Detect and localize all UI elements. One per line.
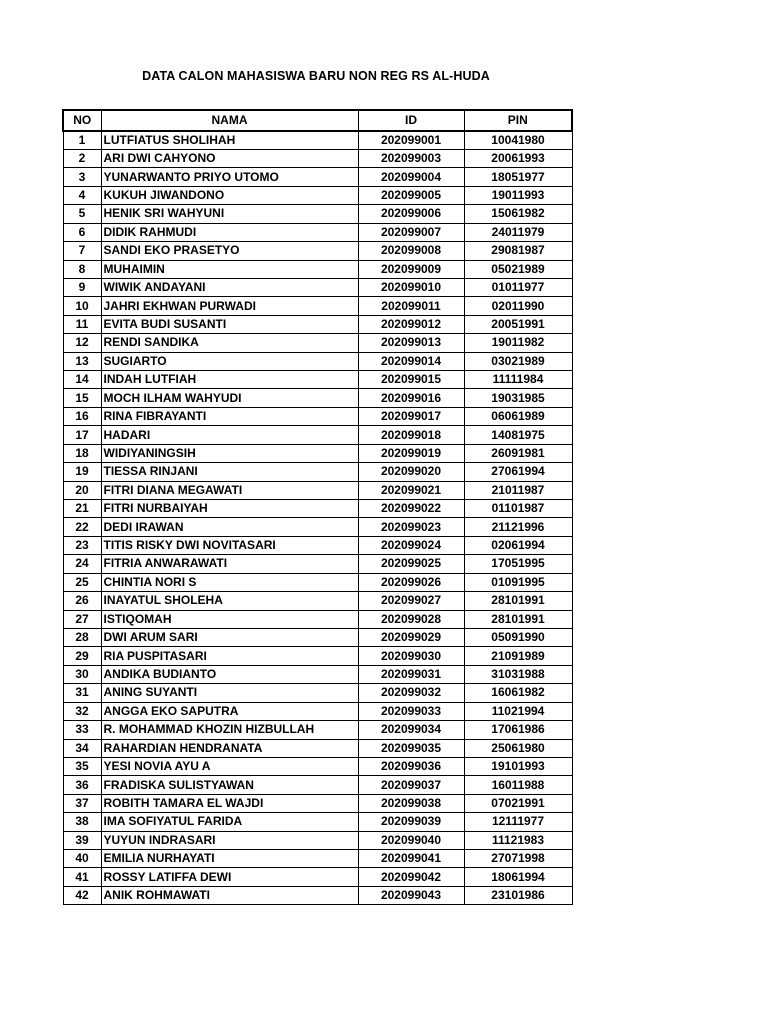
row-pin: 02011990 — [464, 297, 572, 315]
table-row — [63, 500, 572, 518]
row-no: 5 — [63, 205, 101, 223]
row-pin: 05021989 — [464, 260, 572, 278]
table-row — [63, 886, 572, 904]
row-nama: JAHRI EKHWAN PURWADI — [101, 297, 358, 315]
table-row — [63, 407, 572, 425]
row-nama: ANGGA EKO SAPUTRA — [101, 702, 358, 720]
row-pin: 17061986 — [464, 721, 572, 739]
row-nama: YUYUN INDRASARI — [101, 831, 358, 849]
table-row — [63, 757, 572, 775]
table-row — [63, 868, 572, 886]
row-nama: DEDI IRAWAN — [101, 518, 358, 536]
row-nama: ISTIQOMAH — [101, 610, 358, 628]
table-row — [63, 444, 572, 462]
row-nama: DWI ARUM SARI — [101, 628, 358, 646]
header-id: ID — [358, 110, 464, 131]
row-id: 202099008 — [358, 242, 464, 260]
row-no: 7 — [63, 242, 101, 260]
table-row — [63, 555, 572, 573]
row-pin: 23101986 — [464, 886, 572, 904]
row-nama: RAHARDIAN HENDRANATA — [101, 739, 358, 757]
row-pin: 11121983 — [464, 831, 572, 849]
row-pin: 19031985 — [464, 389, 572, 407]
row-id: 202099026 — [358, 573, 464, 591]
table-row — [63, 389, 572, 407]
row-nama: FRADISKA SULISTYAWAN — [101, 776, 358, 794]
row-id: 202099027 — [358, 592, 464, 610]
row-pin: 28101991 — [464, 592, 572, 610]
row-id: 202099031 — [358, 665, 464, 683]
row-id: 202099020 — [358, 463, 464, 481]
row-id: 202099015 — [358, 371, 464, 389]
row-id: 202099038 — [358, 794, 464, 812]
row-pin: 20051991 — [464, 315, 572, 333]
row-pin: 03021989 — [464, 352, 572, 370]
row-pin: 11111984 — [464, 371, 572, 389]
row-pin: 11021994 — [464, 702, 572, 720]
row-pin: 16061982 — [464, 684, 572, 702]
row-pin: 27071998 — [464, 850, 572, 868]
table-row — [63, 315, 572, 333]
row-nama: ANING SUYANTI — [101, 684, 358, 702]
table-row — [63, 518, 572, 536]
row-pin: 05091990 — [464, 628, 572, 646]
row-no: 16 — [63, 407, 101, 425]
table-row — [63, 628, 572, 646]
row-id: 202099004 — [358, 168, 464, 186]
row-no: 4 — [63, 186, 101, 204]
table-row — [63, 131, 572, 150]
row-id: 202099019 — [358, 444, 464, 462]
row-nama: ANDIKA BUDIANTO — [101, 665, 358, 683]
table-row — [63, 536, 572, 554]
row-pin: 10041980 — [464, 131, 572, 150]
row-no: 34 — [63, 739, 101, 757]
row-nama: YESI NOVIA AYU A — [101, 757, 358, 775]
table-row — [63, 684, 572, 702]
header-nama: NAMA — [101, 110, 358, 131]
table-row — [63, 610, 572, 628]
row-nama: FITRI NURBAIYAH — [101, 500, 358, 518]
row-pin: 01091995 — [464, 573, 572, 591]
row-pin: 21011987 — [464, 481, 572, 499]
row-no: 29 — [63, 647, 101, 665]
row-nama: FITRI DIANA MEGAWATI — [101, 481, 358, 499]
page-title: DATA CALON MAHASISWA BARU NON REG RS AL-HUDA — [142, 69, 490, 83]
row-nama: TIESSA RINJANI — [101, 463, 358, 481]
header-no: NO — [63, 110, 101, 131]
table-row — [63, 260, 572, 278]
table-row — [63, 371, 572, 389]
row-no: 30 — [63, 665, 101, 683]
row-nama: SUGIARTO — [101, 352, 358, 370]
row-no: 31 — [63, 684, 101, 702]
row-id: 202099021 — [358, 481, 464, 499]
table-row — [63, 647, 572, 665]
student-table — [62, 109, 573, 905]
row-nama: MOCH ILHAM WAHYUDI — [101, 389, 358, 407]
row-id: 202099034 — [358, 721, 464, 739]
row-nama: RINA FIBRAYANTI — [101, 407, 358, 425]
table-row — [63, 278, 572, 296]
row-no: 35 — [63, 757, 101, 775]
row-pin: 28101991 — [464, 610, 572, 628]
table-row — [63, 334, 572, 352]
table-row — [63, 573, 572, 591]
table-body — [63, 131, 572, 905]
row-pin: 24011979 — [464, 223, 572, 241]
row-no: 38 — [63, 813, 101, 831]
row-no: 40 — [63, 850, 101, 868]
row-id: 202099032 — [358, 684, 464, 702]
table-row — [63, 721, 572, 739]
row-no: 18 — [63, 444, 101, 462]
row-pin: 27061994 — [464, 463, 572, 481]
row-id: 202099006 — [358, 205, 464, 223]
row-nama: YUNARWANTO PRIYO UTOMO — [101, 168, 358, 186]
row-no: 2 — [63, 150, 101, 168]
table-row — [63, 831, 572, 849]
table-row — [63, 776, 572, 794]
table-row — [63, 665, 572, 683]
row-nama: HADARI — [101, 426, 358, 444]
row-pin: 17051995 — [464, 555, 572, 573]
row-id: 202099018 — [358, 426, 464, 444]
row-nama: DIDIK RAHMUDI — [101, 223, 358, 241]
row-nama: IMA SOFIYATUL FARIDA — [101, 813, 358, 831]
row-pin: 19011982 — [464, 334, 572, 352]
row-nama: WIWIK ANDAYANI — [101, 278, 358, 296]
row-id: 202099011 — [358, 297, 464, 315]
row-no: 15 — [63, 389, 101, 407]
row-no: 23 — [63, 536, 101, 554]
row-pin: 01101987 — [464, 500, 572, 518]
row-pin: 15061982 — [464, 205, 572, 223]
row-id: 202099016 — [358, 389, 464, 407]
row-id: 202099012 — [358, 315, 464, 333]
table-row — [63, 813, 572, 831]
row-pin: 07021991 — [464, 794, 572, 812]
row-id: 202099043 — [358, 886, 464, 904]
row-id: 202099009 — [358, 260, 464, 278]
row-nama: MUHAIMIN — [101, 260, 358, 278]
row-id: 202099028 — [358, 610, 464, 628]
row-nama: WIDIYANINGSIH — [101, 444, 358, 462]
row-id: 202099041 — [358, 850, 464, 868]
row-nama: RIA PUSPITASARI — [101, 647, 358, 665]
table-row — [63, 242, 572, 260]
row-pin: 18051977 — [464, 168, 572, 186]
row-nama: KUKUH JIWANDONO — [101, 186, 358, 204]
table-row — [63, 463, 572, 481]
table-row — [63, 592, 572, 610]
table-row — [63, 352, 572, 370]
row-nama: INAYATUL SHOLEHA — [101, 592, 358, 610]
row-nama: TITIS RISKY DWI NOVITASARI — [101, 536, 358, 554]
header-row — [63, 110, 572, 131]
row-nama: FITRIA ANWARAWATI — [101, 555, 358, 573]
row-no: 22 — [63, 518, 101, 536]
row-pin: 19101993 — [464, 757, 572, 775]
row-pin: 21121996 — [464, 518, 572, 536]
row-no: 9 — [63, 278, 101, 296]
row-no: 32 — [63, 702, 101, 720]
row-no: 26 — [63, 592, 101, 610]
row-pin: 14081975 — [464, 426, 572, 444]
row-nama: LUTFIATUS SHOLIHAH — [101, 131, 358, 150]
row-pin: 18061994 — [464, 868, 572, 886]
row-id: 202099030 — [358, 647, 464, 665]
row-id: 202099010 — [358, 278, 464, 296]
row-no: 14 — [63, 371, 101, 389]
row-no: 19 — [63, 463, 101, 481]
row-nama: ROBITH TAMARA EL WAJDI — [101, 794, 358, 812]
table-row — [63, 168, 572, 186]
row-nama: ANIK ROHMAWATI — [101, 886, 358, 904]
header-pin: PIN — [464, 110, 572, 131]
table-row — [63, 794, 572, 812]
row-id: 202099001 — [358, 131, 464, 150]
row-no: 33 — [63, 721, 101, 739]
row-nama: R. MOHAMMAD KHOZIN HIZBULLAH — [101, 721, 358, 739]
row-no: 28 — [63, 628, 101, 646]
row-no: 39 — [63, 831, 101, 849]
row-nama: EMILIA NURHAYATI — [101, 850, 358, 868]
row-no: 12 — [63, 334, 101, 352]
row-id: 202099037 — [358, 776, 464, 794]
table-row — [63, 223, 572, 241]
row-id: 202099024 — [358, 536, 464, 554]
row-no: 11 — [63, 315, 101, 333]
row-pin: 16011988 — [464, 776, 572, 794]
row-no: 1 — [63, 131, 101, 150]
table-row — [63, 702, 572, 720]
row-pin: 31031988 — [464, 665, 572, 683]
row-pin: 25061980 — [464, 739, 572, 757]
row-nama: ROSSY LATIFFA DEWI — [101, 868, 358, 886]
table-row — [63, 297, 572, 315]
row-no: 10 — [63, 297, 101, 315]
row-id: 202099033 — [358, 702, 464, 720]
row-no: 42 — [63, 886, 101, 904]
table-row — [63, 850, 572, 868]
row-pin: 21091989 — [464, 647, 572, 665]
row-no: 36 — [63, 776, 101, 794]
row-no: 8 — [63, 260, 101, 278]
row-pin: 06061989 — [464, 407, 572, 425]
row-pin: 26091981 — [464, 444, 572, 462]
row-no: 21 — [63, 500, 101, 518]
row-no: 17 — [63, 426, 101, 444]
row-nama: INDAH LUTFIAH — [101, 371, 358, 389]
row-nama: RENDI SANDIKA — [101, 334, 358, 352]
row-pin: 01011977 — [464, 278, 572, 296]
row-id: 202099014 — [358, 352, 464, 370]
row-no: 3 — [63, 168, 101, 186]
row-id: 202099017 — [358, 407, 464, 425]
row-id: 202099003 — [358, 150, 464, 168]
row-no: 6 — [63, 223, 101, 241]
row-no: 41 — [63, 868, 101, 886]
row-pin: 02061994 — [464, 536, 572, 554]
row-id: 202099039 — [358, 813, 464, 831]
row-id: 202099005 — [358, 186, 464, 204]
row-no: 24 — [63, 555, 101, 573]
table-row — [63, 150, 572, 168]
row-id: 202099022 — [358, 500, 464, 518]
row-pin: 19011993 — [464, 186, 572, 204]
table-header — [63, 110, 572, 131]
row-nama: HENIK SRI WAHYUNI — [101, 205, 358, 223]
row-id: 202099036 — [358, 757, 464, 775]
row-no: 25 — [63, 573, 101, 591]
table-row — [63, 186, 572, 204]
row-id: 202099040 — [358, 831, 464, 849]
row-no: 37 — [63, 794, 101, 812]
row-id: 202099013 — [358, 334, 464, 352]
row-nama: EVITA BUDI SUSANTI — [101, 315, 358, 333]
row-no: 20 — [63, 481, 101, 499]
row-id: 202099042 — [358, 868, 464, 886]
row-pin: 12111977 — [464, 813, 572, 831]
row-no: 27 — [63, 610, 101, 628]
table-row — [63, 481, 572, 499]
row-nama: SANDI EKO PRASETYO — [101, 242, 358, 260]
table-row — [63, 739, 572, 757]
table-row — [63, 205, 572, 223]
row-id: 202099025 — [358, 555, 464, 573]
row-pin: 20061993 — [464, 150, 572, 168]
row-nama: ARI DWI CAHYONO — [101, 150, 358, 168]
row-nama: CHINTIA NORI S — [101, 573, 358, 591]
row-id: 202099029 — [358, 628, 464, 646]
table-row — [63, 426, 572, 444]
row-id: 202099007 — [358, 223, 464, 241]
row-id: 202099023 — [358, 518, 464, 536]
row-pin: 29081987 — [464, 242, 572, 260]
row-id: 202099035 — [358, 739, 464, 757]
row-no: 13 — [63, 352, 101, 370]
